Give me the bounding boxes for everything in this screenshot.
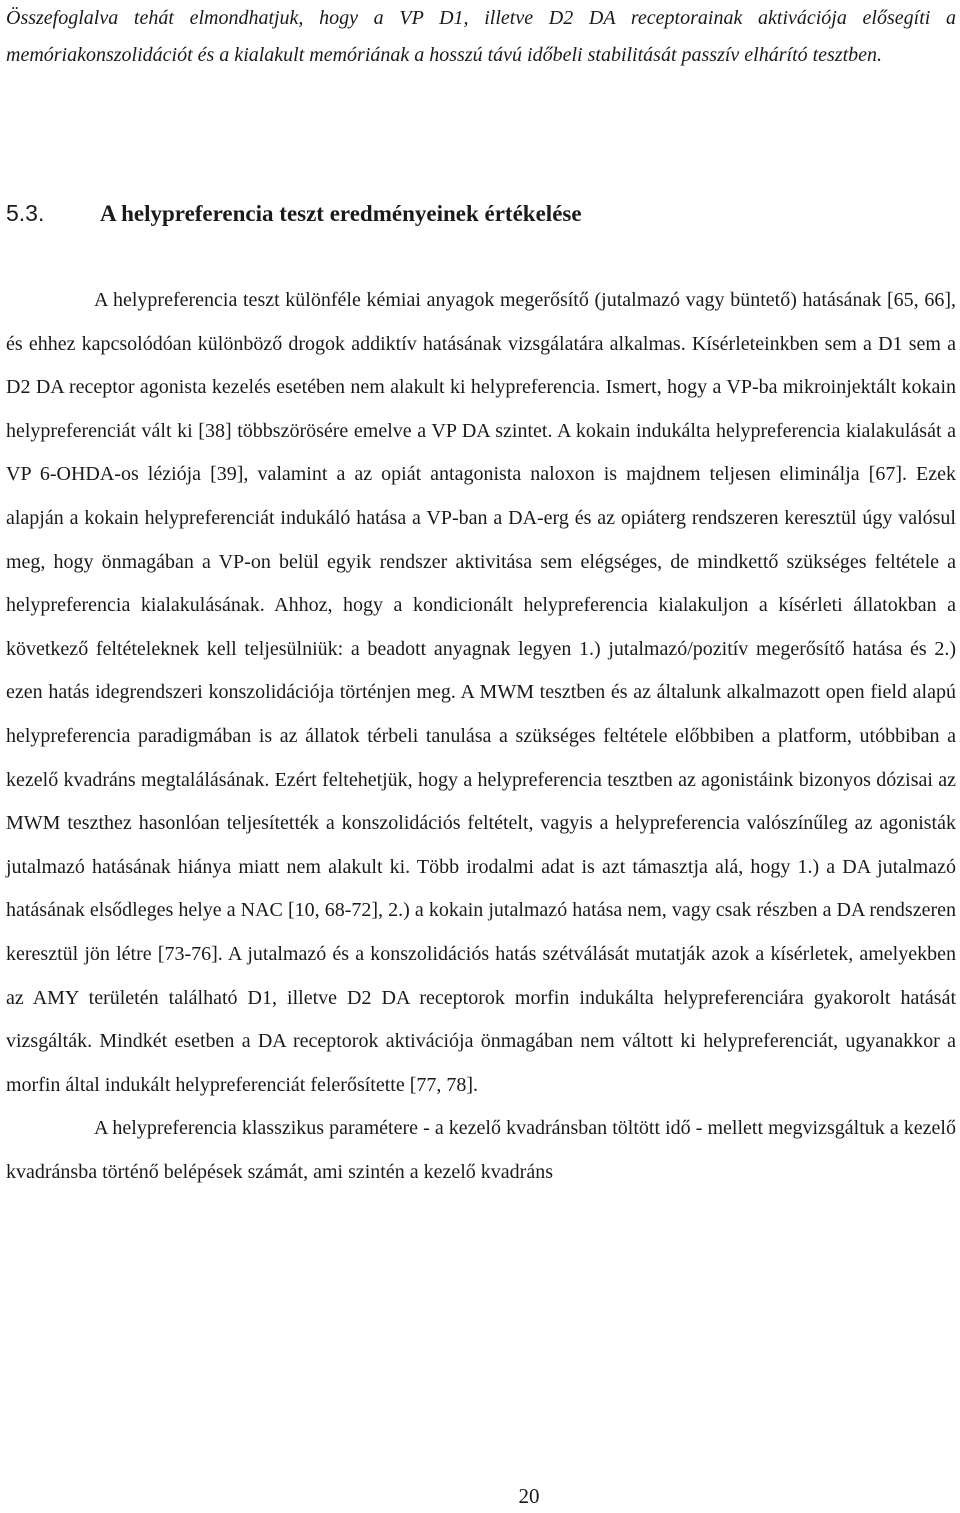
section-title: A helypreferencia teszt eredményeinek értékelése xyxy=(100,201,582,226)
section-number: 5.3. xyxy=(6,200,45,226)
section-heading xyxy=(6,193,956,234)
page-number: 20 xyxy=(518,1484,540,1508)
body-paragraph: A helypreferencia klasszikus paramétere - a kezelő kvadránsban töltött idő - mellett megvizsgáltuk a kezelő kvadránsba történő belépések számát, ami szintén a kezelő kvadráns xyxy=(6,1117,956,1183)
intro-paragraph: Összefoglalva tehát elmondhatjuk, hogy a VP D1, illetve D2 DA receptorainak aktivációja elősegíti a memóriakonszolidációt és a kialakult memóriának a hosszú távú időbeli stabilitását passzív elhárító tesztben. xyxy=(6,7,956,66)
body-paragraph: A helypreferencia teszt különféle kémiai anyagok megerősítő (jutalmazó vagy büntető) hatásának [65, 66], és ehhez kapcsolódóan különböző drogok addiktív hatásának vizsgálatára alkalmas. Kísérleteinkben sem a D1 sem a D2 DA receptor agonista kezelés esetében nem alakult ki helypreferencia. Ismert, hogy a VP-ba mikroinjektált kokain helypreferenciát vált ki [38] többszörösére emelve a VP DA szintet. A kokain indukálta helypreferencia kialakulását a VP 6-OHDA-os léziója [39], valamint a az opiát antagonista naloxon is majdnem teljesen eliminálja [67]. Ezek alapján a kokain helypreferenciát indukáló hatása a VP-ban a DA-erg és az opiáterg rendszeren keresztül úgy valósul meg, hogy önmagában a VP-on belül egyik rendszer aktivitása sem elégséges, de mindkettő szükséges feltétele a helypreferencia kialakulásának. Ahhoz, hogy a kondicionált helypreferencia kialakuljon a kísérleti állatokban a következő feltételeknek kell teljesülniük: a beadott anyagnak legyen 1.) jutalmazó/pozitív megerősítő hatása és 2.) ezen hatás idegrendszeri konszolidációja történjen meg. A MWM tesztben és az általunk alkalmazott open field alapú helypreferencia paradigmában is az állatok térbeli tanulása a szükséges feltétele előbbiben a platform, utóbbiban a kezelő kvadráns megtalálásának. Ezért feltehetjük, hogy a helypreferencia tesztben az agonistáink bizonyos dózisai az MWM teszthez hasonlóan teljesítették a konszolidációs feltételt, vagyis a helypreferencia valószínűleg az agonisták jutalmazó hatásának hiánya miatt nem alakult ki. Több irodalmi adat is azt támasztja alá, hogy 1.) a DA jutalmazó hatásának elsődleges helye a NAC [10, 68-72], 2.) a kokain jutalmazó hatása nem, vagy csak részben a DA rendszeren keresztül jön létre [73-76]. A jutalmazó és a konszolidációs hatás szétválását mutatják azok a kísérletek, amelyekben az AMY területén található D1, illetve D2 DA receptorok morfin indukálta helypreferenciára gyakorolt hatását vizsgálták. Mindkét esetben a DA receptorok aktivációja önmagában nem váltott ki helypreferenciát, ugyanakkor a morfin által indukált helypreferenciát felerősítette [77, 78]. xyxy=(6,289,956,1096)
body-text xyxy=(6,279,956,1194)
